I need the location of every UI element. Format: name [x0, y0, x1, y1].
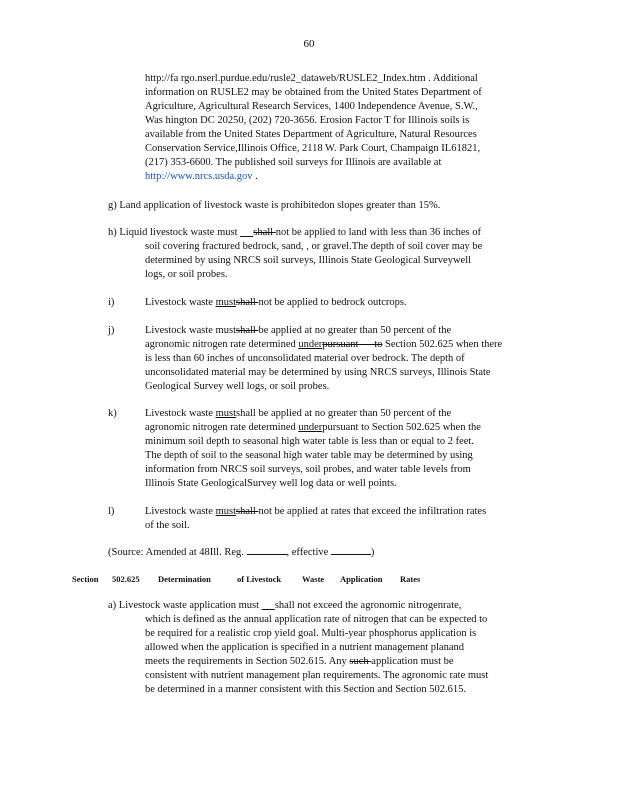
page-number: 60 [303, 38, 315, 50]
item-i-deleted: shall [235, 297, 259, 308]
item-i-text: not be applied to bedrock outcrops. [258, 297, 407, 308]
item-j-text: Livestock waste must [145, 325, 236, 336]
section-number: 502.625 [112, 574, 140, 584]
item-k-text: pursuant to Section 502.625 when the [322, 422, 481, 433]
item-l-text: Livestock waste [145, 506, 216, 517]
intro-link-line [145, 170, 540, 184]
item-h-line: determined by using NRCS soil surveys, Illinois State Geological Surveywell [145, 255, 472, 266]
item-i [108, 296, 548, 310]
effective-date-blank [331, 554, 371, 555]
item-k-line [108, 407, 548, 421]
item-k-line: information from NRCS soil surveys, soil probes, and water table levels from [145, 464, 471, 475]
item-j [108, 324, 548, 394]
intro-paragraph [145, 72, 540, 184]
item-j-text: be applied at no greater than 50 percent of the [258, 325, 452, 336]
intro-line: Conservation Service,Illinois Office, 2118 W. Park Court, Champaign IL61821, [145, 143, 481, 154]
paragraph-a-line: which is defined as the annual application rate of nitrogen that can be expected to [145, 614, 488, 625]
item-j-line: is less than 60 inches of unconsolidated material over bedrock. The depth of [145, 353, 465, 364]
section-word: Section [72, 574, 99, 584]
paragraph-a-text: Livestock waste application must [118, 600, 262, 611]
paragraph-a-deleted: such [349, 656, 372, 667]
intro-line: http://fa rgo.nserl.purdue.edu/rusle2_dataweb/RUSLE2_Index.htm . Additional [145, 73, 478, 84]
item-h-text: not be applied to land with less than 36 inches of [275, 227, 482, 238]
paragraph-a-text: meets the requirements in Section 502.615. Any [145, 656, 350, 667]
source-note [108, 546, 548, 560]
section-word: Determination [158, 574, 211, 584]
paragraph-a-line: consistent with nutrient management plan requirements. The agronomic rate must [145, 670, 489, 681]
section-word: of Livestock [237, 574, 282, 584]
item-j-line [108, 338, 548, 352]
item-l-inserted: must [215, 506, 236, 517]
paragraph-a-blank [262, 600, 275, 611]
item-l-label: l) [108, 506, 115, 517]
intro-line: Was hington DC 20250, (202) 720-3656. Erosion Factor T for Illinois soils is [145, 115, 470, 126]
item-h-deleted: shall [253, 227, 276, 238]
item-h-line [108, 226, 548, 240]
item-k [108, 407, 548, 491]
item-l [108, 505, 548, 533]
paragraph-a-line: be determined in a manner consistent with this Section and Section 502.615. [145, 684, 467, 695]
item-k-text: shall be applied at no greater than 50 percent of the [235, 408, 452, 419]
item-j-inserted: under [298, 339, 323, 350]
item-l-text: not be applied at rates that exceed the infiltration rates [258, 506, 487, 517]
item-j-label: j) [108, 325, 115, 336]
item-l-line [108, 505, 548, 519]
item-i-inserted: must [215, 297, 236, 308]
section-word: Rates [400, 574, 421, 584]
item-k-text: Livestock waste [145, 408, 216, 419]
item-g-text: Land application of livestock waste is prohibitedon slopes greater than 15%. [119, 200, 441, 211]
item-k-label: k) [108, 408, 117, 419]
item-k-line: Illinois State GeologicalSurvey well log data or well points. [145, 478, 397, 489]
source-text: (Source: Amended at 48Ill. Reg. [108, 547, 247, 558]
item-j-deleted: shall [235, 325, 259, 336]
item-j-line: unconsolidated material may be determined by using NRCS surveys, Illinois State [145, 367, 491, 378]
paragraph-a-label: a) [108, 600, 117, 611]
section-word: Application [340, 574, 383, 584]
source-text: , effective [286, 547, 331, 558]
item-j-text: Section 502.625 when there [382, 339, 503, 350]
item-h-blank [240, 227, 253, 238]
item-h-text: Liquid livestock waste must [119, 227, 241, 238]
item-k-line [108, 421, 548, 435]
nrcs-link[interactable]: http://www.nrcs.usda.gov [145, 171, 253, 182]
register-volume-blank [247, 554, 287, 555]
intro-line: information on RUSLE2 may be obtained from the United States Department of [145, 87, 482, 98]
item-h-line: logs, or soil probes. [145, 269, 228, 280]
item-k-inserted: under [298, 422, 323, 433]
intro-line: (217) 353-6600. The published soil surveys for Illinois are available at [145, 157, 442, 168]
item-l-deleted: shall [235, 506, 259, 517]
item-h [108, 226, 548, 282]
item-j-text: agronomic nitrogen rate determined [145, 339, 299, 350]
item-k-inserted: must [215, 408, 236, 419]
item-j-line: Geological Survey well logs, or soil probes. [145, 381, 330, 392]
intro-line: available from the United States Department of Agriculture, Natural Resources [145, 129, 477, 140]
paragraph-a-text: shall not exceed the agronomic nitrogenrate, [274, 600, 462, 611]
paragraph-a-line: be required for a realistic crop yield goal. Multi-year phosphorus application is [145, 628, 477, 639]
item-i-text: Livestock waste [145, 297, 216, 308]
item-h-line: soil covering fractured bedrock, sand, , or gravel.The depth of soil cover may be [145, 241, 483, 252]
item-g [108, 199, 548, 213]
item-g-label: g) [108, 200, 117, 211]
paragraph-a [108, 599, 548, 697]
section-word: Waste [302, 574, 325, 584]
item-k-line: minimum soil depth to seasonal high water table is less than or equal to 2 feet. [145, 436, 474, 447]
item-i-label: i) [108, 297, 115, 308]
paragraph-a-line [108, 599, 548, 613]
intro-line: Agriculture, Agricultural Research Services, 1400 Independence Avenue, S.W., [145, 101, 478, 112]
item-j-deleted: pursuant to [322, 339, 383, 350]
source-text: ) [370, 547, 375, 558]
intro-link-tail: . [252, 171, 258, 182]
paragraph-a-line [108, 655, 548, 669]
paragraph-a-line: allowed when the application is specified in a nutrient management planand [145, 642, 464, 653]
item-j-line [108, 324, 548, 338]
item-k-line: The depth of soil to the seasonal high water table may be determined by using [145, 450, 473, 461]
paragraph-a-text: application must be [371, 656, 454, 667]
item-k-text: agronomic nitrogen rate determined [145, 422, 299, 433]
item-h-label: h) [108, 227, 117, 238]
item-l-line: of the soil. [145, 520, 190, 531]
